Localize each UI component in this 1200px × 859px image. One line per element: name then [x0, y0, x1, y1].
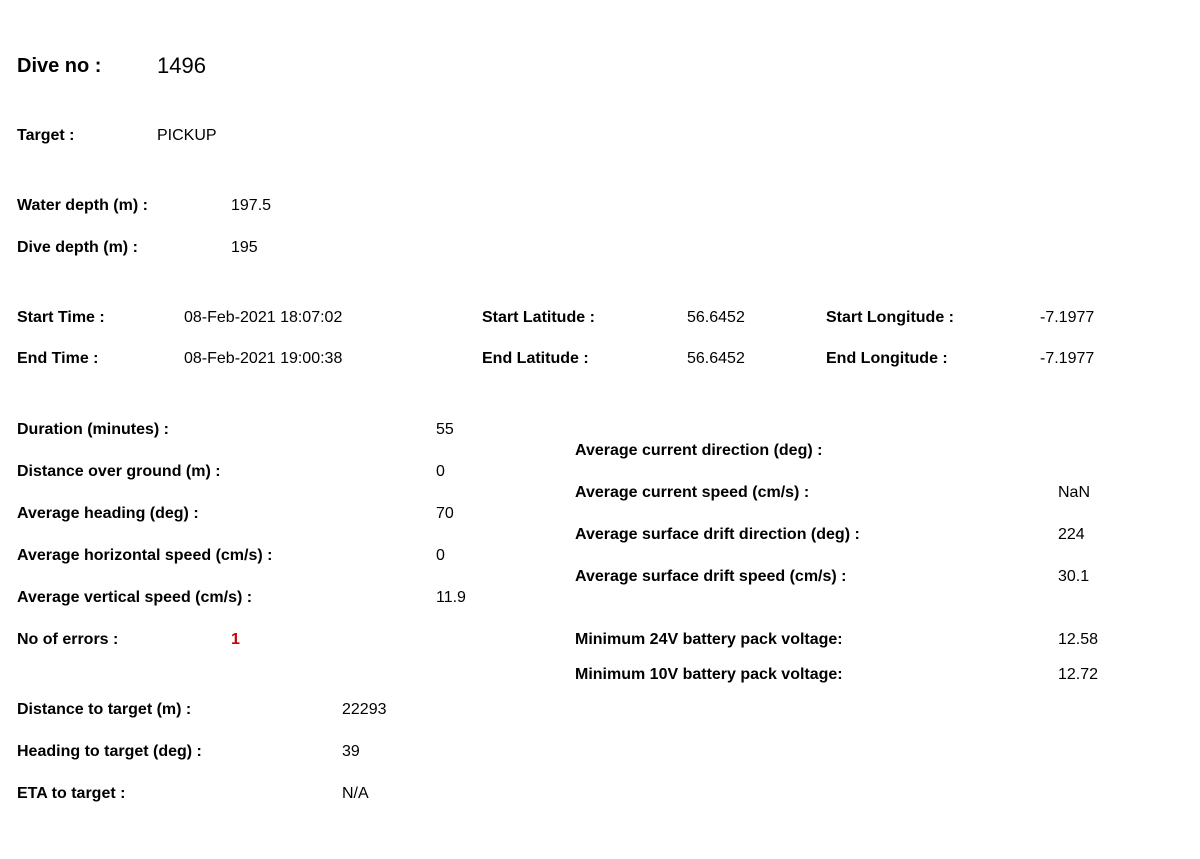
average-vertical-speed-value: 11.9: [436, 589, 466, 606]
average-surface-drift-direction-label: Average surface drift direction (deg) :: [575, 526, 860, 543]
end-latitude-value: 56.6452: [687, 350, 745, 367]
end-latitude-label: End Latitude :: [482, 350, 589, 367]
water-depth-value: 197.5: [231, 197, 272, 214]
end-longitude-label: End Longitude :: [826, 350, 948, 367]
distance-over-ground-value: 0: [436, 463, 445, 480]
dive-no-label: Dive no :: [17, 55, 102, 77]
average-current-speed-value: NaN: [1058, 484, 1091, 501]
start-time-value: 08-Feb-2021 18:07:02: [184, 309, 343, 326]
duration-value: 55: [436, 421, 454, 438]
average-heading-value: 70: [436, 505, 454, 522]
min-10v-battery-label: Minimum 10V battery pack voltage:: [575, 666, 843, 683]
min-24v-battery-value: 12.58: [1058, 631, 1099, 648]
min-10v-battery-value: 12.72: [1058, 666, 1099, 683]
dive-depth-label: Dive depth (m) :: [17, 239, 138, 256]
target-label: Target :: [17, 127, 75, 144]
average-surface-drift-speed-label: Average surface drift speed (cm/s) :: [575, 568, 847, 585]
end-longitude-value: -7.1977: [1040, 350, 1095, 367]
distance-to-target-value: 22293: [342, 701, 387, 718]
average-surface-drift-speed-value: 30.1: [1058, 568, 1090, 585]
start-time-label: Start Time :: [17, 309, 105, 326]
start-latitude-label: Start Latitude :: [482, 309, 595, 326]
water-depth-label: Water depth (m) :: [17, 197, 148, 214]
distance-to-target-label: Distance to target (m) :: [17, 701, 192, 718]
average-current-speed-label: Average current speed (cm/s) :: [575, 484, 810, 501]
min-24v-battery-label: Minimum 24V battery pack voltage:: [575, 631, 843, 648]
average-heading-label: Average heading (deg) :: [17, 505, 199, 522]
average-current-direction-label: Average current direction (deg) :: [575, 442, 823, 459]
duration-label: Duration (minutes) :: [17, 421, 169, 438]
heading-to-target-label: Heading to target (deg) :: [17, 743, 202, 760]
average-vertical-speed-label: Average vertical speed (cm/s) :: [17, 589, 253, 606]
errors-label: No of errors :: [17, 631, 119, 648]
average-horizontal-speed-value: 0: [436, 547, 445, 564]
distance-over-ground-label: Distance over ground (m) :: [17, 463, 221, 480]
dive-depth-value: 195: [231, 239, 258, 256]
average-horizontal-speed-label: Average horizontal speed (cm/s) :: [17, 547, 273, 564]
eta-to-target-value: N/A: [342, 785, 369, 802]
end-time-label: End Time :: [17, 350, 99, 367]
target-value: PICKUP: [157, 127, 217, 144]
start-latitude-value: 56.6452: [687, 309, 745, 326]
end-time-value: 08-Feb-2021 19:00:38: [184, 350, 343, 367]
eta-to-target-label: ETA to target :: [17, 785, 126, 802]
average-surface-drift-direction-value: 224: [1058, 526, 1085, 543]
heading-to-target-value: 39: [342, 743, 360, 760]
errors-value: 1: [231, 631, 240, 648]
start-longitude-label: Start Longitude :: [826, 309, 954, 326]
dive-no-value: 1496: [157, 53, 206, 78]
start-longitude-value: -7.1977: [1040, 309, 1095, 326]
